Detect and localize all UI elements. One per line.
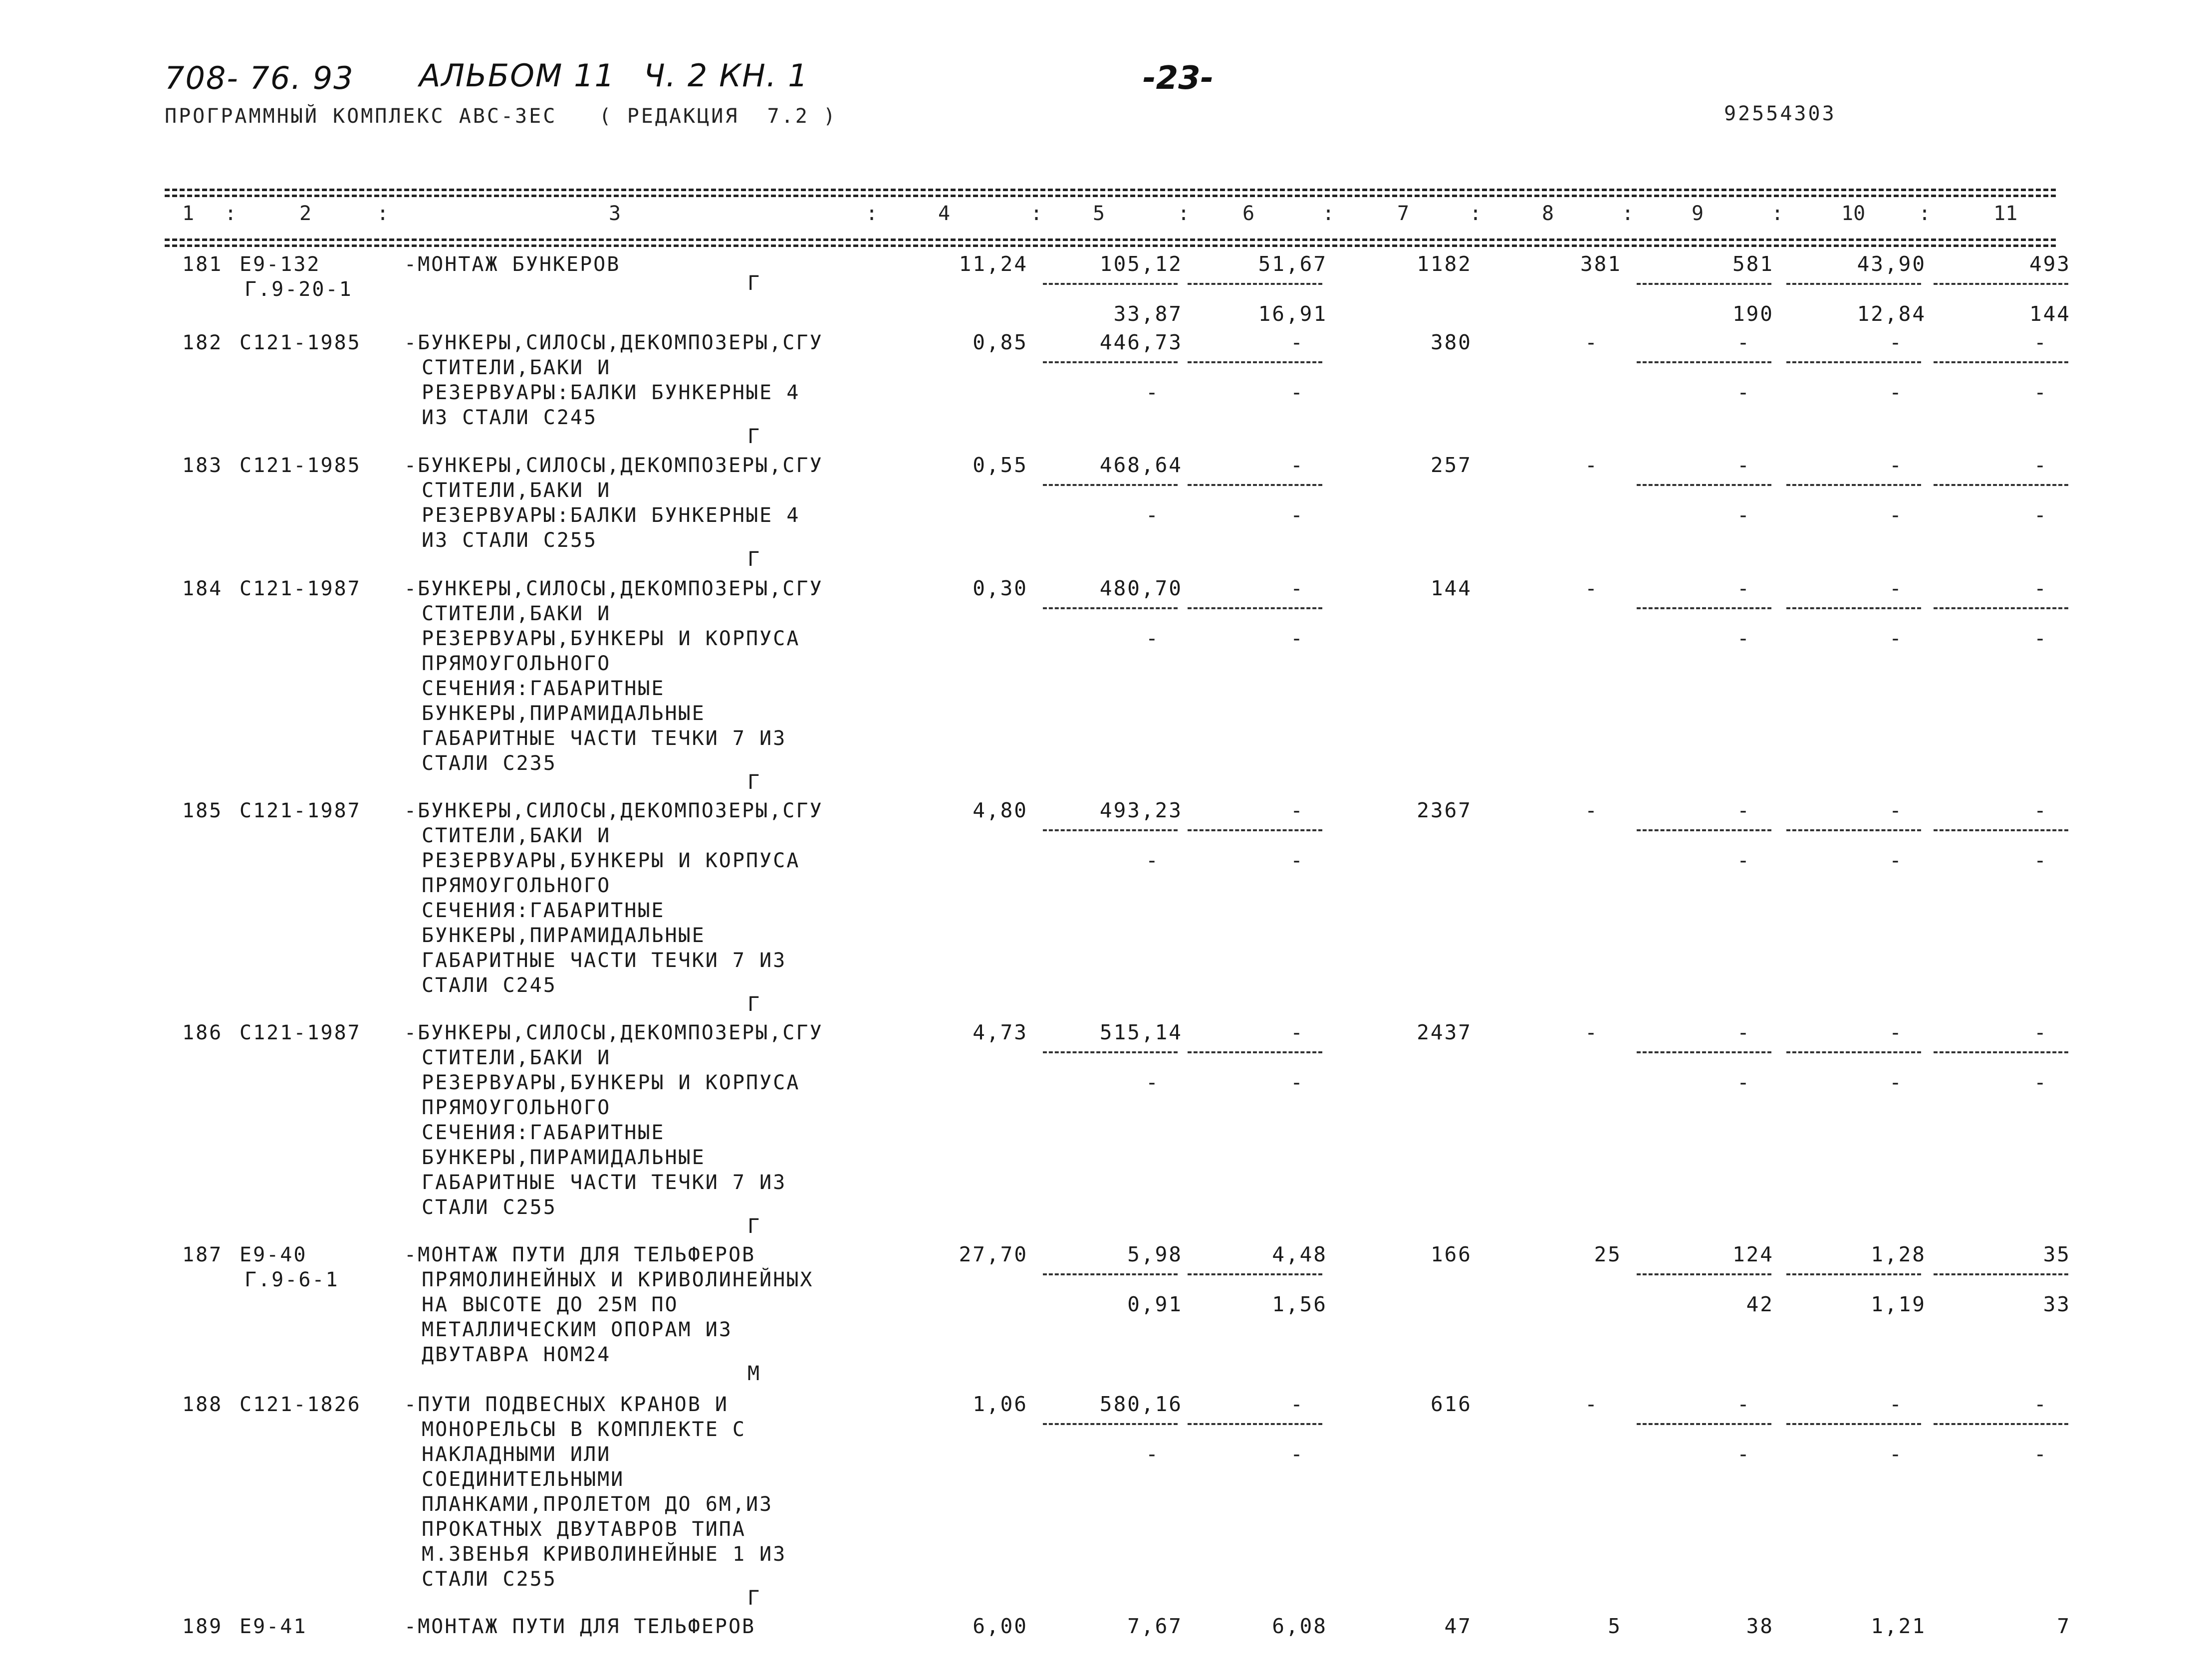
unit-of-measure: Г <box>747 993 760 1016</box>
cell-c7: 2367 <box>1417 798 1472 822</box>
cell-c10: - <box>1889 453 1903 477</box>
fraction-rule <box>1786 607 1921 609</box>
fraction-rule <box>1637 1051 1771 1053</box>
cell-c4: 4,80 <box>973 798 1028 822</box>
cell-c11: - <box>2034 1020 2048 1044</box>
cell-c9: - <box>1737 1020 1751 1044</box>
cell-c10-lower: - <box>1889 848 1903 872</box>
cell-c10-lower: 12,84 <box>1857 302 1926 326</box>
work-description-line: СТАЛИ С245 <box>422 974 557 997</box>
work-description-line: ПРОКАТНЫХ ДВУТАВРОВ ТИПА <box>422 1518 746 1541</box>
work-description-line: РЕЗЕРВУАРЫ,БУНКЕРЫ И КОРПУСА <box>422 849 800 872</box>
cell-c10: - <box>1889 576 1903 600</box>
cell-c7: 616 <box>1430 1392 1472 1416</box>
cell-c8: - <box>1585 1020 1599 1044</box>
cell-c9: 38 <box>1746 1614 1774 1638</box>
rate-code: С121-1985 <box>240 454 361 477</box>
work-description-line: СТИТЕЛИ,БАКИ И <box>422 356 611 379</box>
cell-c6-lower: - <box>1290 626 1304 650</box>
cell-c8: - <box>1585 330 1599 354</box>
work-description-line: ПРЯМОУГОЛЬНОГО <box>422 652 611 675</box>
fraction-rule <box>1786 1423 1921 1425</box>
work-description-line: СЕЧЕНИЯ:ГАБАРИТНЫЕ <box>422 1121 665 1144</box>
fraction-rule <box>1637 829 1771 831</box>
work-description-line: РЕЗЕРВУАРЫ,БУНКЕРЫ И КОРПУСА <box>422 627 800 650</box>
cell-c6: - <box>1290 798 1304 822</box>
work-description-line: РЕЗЕРВУАРЫ:БАЛКИ БУНКЕРНЫЕ 4 <box>422 504 800 527</box>
column-header-3: 3 <box>609 202 621 225</box>
fraction-rule <box>1934 283 2068 285</box>
work-description-line: СТИТЕЛИ,БАКИ И <box>422 479 611 502</box>
work-description-line: -БУНКЕРЫ,СИЛОСЫ,ДЕКОМПОЗЕРЫ,СГУ <box>404 799 823 822</box>
cell-c11: - <box>2034 453 2048 477</box>
cell-c11-lower: 33 <box>2043 1292 2071 1316</box>
handwritten-document-number: 708- 76. 93 <box>165 60 354 96</box>
column-header-11: 11 <box>1993 202 2018 225</box>
fraction-rule <box>1043 361 1178 363</box>
cell-c11: 35 <box>2043 1242 2071 1266</box>
fraction-rule <box>1786 484 1921 486</box>
row-number: 181 <box>182 253 223 276</box>
cell-c10: - <box>1889 330 1903 354</box>
cell-c11: - <box>2034 330 2048 354</box>
work-description-line: -ПУТИ ПОДВЕСНЫХ КРАНОВ И <box>404 1393 729 1416</box>
work-description-line: СОЕДИНИТЕЛЬНЫМИ <box>422 1468 625 1491</box>
column-separator: : <box>377 202 389 225</box>
cell-c7: 380 <box>1430 330 1472 354</box>
cell-c11: - <box>2034 1392 2048 1416</box>
cell-c11-lower: - <box>2034 626 2048 650</box>
cell-c9-lower: - <box>1737 626 1751 650</box>
rate-code: Е9-132 <box>240 253 321 276</box>
cell-c4: 1,06 <box>973 1392 1028 1416</box>
cell-c6-lower: - <box>1290 1070 1304 1094</box>
cell-c6: - <box>1290 576 1304 600</box>
column-header-9: 9 <box>1692 202 1704 225</box>
cell-c6: - <box>1290 1392 1304 1416</box>
handwritten-part-label: Ч. 2 КН. 1 <box>644 57 809 94</box>
cell-c10: - <box>1889 1020 1903 1044</box>
cell-c5: 580,16 <box>1099 1392 1183 1416</box>
rate-code: С121-1985 <box>240 331 361 354</box>
cell-c8: 381 <box>1580 252 1622 276</box>
cell-c5: 446,73 <box>1099 330 1183 354</box>
unit-of-measure: Г <box>747 771 760 794</box>
cell-c5: 515,14 <box>1099 1020 1183 1044</box>
cell-c10-lower: - <box>1889 1442 1903 1466</box>
cell-c10-lower: - <box>1889 380 1903 404</box>
column-header-4: 4 <box>938 202 951 225</box>
rate-code: С121-1987 <box>240 577 361 600</box>
cell-c4: 11,24 <box>959 252 1028 276</box>
cell-c5-lower: - <box>1146 380 1160 404</box>
fraction-rule <box>1043 1423 1178 1425</box>
column-separator: : <box>1030 202 1043 225</box>
cell-c5-lower: 0,91 <box>1127 1292 1183 1316</box>
cell-c5: 7,67 <box>1127 1614 1183 1638</box>
cell-c10: - <box>1889 798 1903 822</box>
row-number: 185 <box>182 799 223 822</box>
cell-c6-lower: - <box>1290 503 1304 527</box>
fraction-rule <box>1786 361 1921 363</box>
row-number: 189 <box>182 1615 223 1638</box>
fraction-rule <box>1637 1273 1771 1275</box>
fraction-rule <box>1786 1273 1921 1275</box>
fraction-rule <box>1188 283 1322 285</box>
work-description-line: М.ЗВЕНЬЯ КРИВОЛИНЕЙНЫЕ 1 ИЗ <box>422 1543 787 1566</box>
rate-code: С121-1826 <box>240 1393 361 1416</box>
cell-c4: 6,00 <box>973 1614 1028 1638</box>
fraction-rule <box>1934 1423 2068 1425</box>
fraction-rule <box>1043 484 1178 486</box>
column-separator: : <box>866 202 878 225</box>
work-description-line: РЕЗЕРВУАРЫ:БАЛКИ БУНКЕРНЫЕ 4 <box>422 381 800 404</box>
cell-c5: 105,12 <box>1099 252 1183 276</box>
cell-c9: - <box>1737 798 1751 822</box>
cell-c7: 257 <box>1430 453 1472 477</box>
cell-c8: - <box>1585 798 1599 822</box>
cell-c11-lower: - <box>2034 503 2048 527</box>
cell-c9: - <box>1737 1392 1751 1416</box>
fraction-rule <box>1188 361 1322 363</box>
unit-of-measure: М <box>747 1362 760 1385</box>
cell-c6-lower: 16,91 <box>1258 302 1327 326</box>
cell-c5-lower: 33,87 <box>1113 302 1183 326</box>
cell-c7: 2437 <box>1417 1020 1472 1044</box>
unit-of-measure: Г <box>747 272 760 295</box>
cell-c9-lower: - <box>1737 1070 1751 1094</box>
fraction-rule <box>1188 1423 1322 1425</box>
work-description-line: ИЗ СТАЛИ С255 <box>422 529 598 552</box>
cell-c7: 144 <box>1430 576 1472 600</box>
cell-c11: 493 <box>2029 252 2071 276</box>
cell-c6: 4,48 <box>1272 1242 1327 1266</box>
cell-c11-lower: - <box>2034 1070 2048 1094</box>
cell-c5-lower: - <box>1146 503 1160 527</box>
work-description-line: -МОНТАЖ ПУТИ ДЛЯ ТЕЛЬФЕРОВ <box>404 1615 756 1638</box>
fraction-rule <box>1043 829 1178 831</box>
cell-c8: 25 <box>1594 1242 1622 1266</box>
cell-c7: 47 <box>1444 1614 1472 1638</box>
fraction-rule <box>1934 1051 2068 1053</box>
fraction-rule <box>1188 1051 1322 1053</box>
cell-c6: - <box>1290 330 1304 354</box>
cell-c10: 1,28 <box>1871 1242 1926 1266</box>
work-description-line: ПРЯМОЛИНЕЙНЫХ И КРИВОЛИНЕЙНЫХ <box>422 1268 814 1291</box>
cell-c11-lower: 144 <box>2029 302 2071 326</box>
cell-c6-lower: - <box>1290 1442 1304 1466</box>
cell-c9-lower: - <box>1737 848 1751 872</box>
column-header-8: 8 <box>1542 202 1554 225</box>
cell-c11-lower: - <box>2034 380 2048 404</box>
cell-c10: 43,90 <box>1857 252 1926 276</box>
cell-c9-lower: - <box>1737 1442 1751 1466</box>
work-description-line: СТИТЕЛИ,БАКИ И <box>422 602 611 625</box>
column-separator: : <box>1622 202 1634 225</box>
fraction-rule <box>1934 484 2068 486</box>
cell-c9-lower: 42 <box>1746 1292 1774 1316</box>
fraction-rule <box>1043 1273 1178 1275</box>
work-description-line: ГАБАРИТНЫЕ ЧАСТИ ТЕЧКИ 7 ИЗ <box>422 727 787 750</box>
row-number: 184 <box>182 577 223 600</box>
fraction-rule <box>1934 829 2068 831</box>
header-bottom-rule <box>165 239 2056 241</box>
row-number: 182 <box>182 331 223 354</box>
column-header-5: 5 <box>1093 202 1105 225</box>
fraction-rule <box>1043 607 1178 609</box>
rate-code: Е9-40 <box>240 1243 307 1266</box>
cell-c9: 581 <box>1732 252 1774 276</box>
cell-c4: 27,70 <box>959 1242 1028 1266</box>
cell-c5: 5,98 <box>1127 1242 1183 1266</box>
work-description-line: СТАЛИ С235 <box>422 752 557 775</box>
work-description-line: ПРЯМОУГОЛЬНОГО <box>422 874 611 897</box>
work-description-line: СТИТЕЛИ,БАКИ И <box>422 824 611 847</box>
cell-c5-lower: - <box>1146 1070 1160 1094</box>
work-description-line: СТАЛИ С255 <box>422 1196 557 1219</box>
cell-c6: - <box>1290 1020 1304 1044</box>
cell-c10-lower: - <box>1889 503 1903 527</box>
cell-c6-lower: 1,56 <box>1272 1292 1327 1316</box>
fraction-rule <box>1637 607 1771 609</box>
column-header-7: 7 <box>1397 202 1410 225</box>
cell-c6: - <box>1290 453 1304 477</box>
cell-c8: - <box>1585 1392 1599 1416</box>
column-separator: : <box>1919 202 1931 225</box>
work-description-line: -БУНКЕРЫ,СИЛОСЫ,ДЕКОМПОЗЕРЫ,СГУ <box>404 577 823 600</box>
fraction-rule <box>1786 1051 1921 1053</box>
cell-c4: 4,73 <box>973 1020 1028 1044</box>
work-description-line: МОНОРЕЛЬСЫ В КОМПЛЕКТЕ С <box>422 1418 746 1441</box>
row-number: 188 <box>182 1393 223 1416</box>
cell-c5-lower: - <box>1146 848 1160 872</box>
column-header-6: 6 <box>1242 202 1255 225</box>
work-description-line: НАКЛАДНЫМИ ИЛИ <box>422 1443 611 1466</box>
column-header-2: 2 <box>299 202 312 225</box>
cell-c9: - <box>1737 576 1751 600</box>
column-separator: : <box>1771 202 1784 225</box>
work-description-line: РЕЗЕРВУАРЫ,БУНКЕРЫ И КОРПУСА <box>422 1071 800 1094</box>
work-description-line: ГАБАРИТНЫЕ ЧАСТИ ТЕЧКИ 7 ИЗ <box>422 1171 787 1194</box>
work-description-line: ПРЯМОУГОЛЬНОГО <box>422 1096 611 1119</box>
header-bottom-rule-2 <box>165 244 2056 247</box>
rate-code: С121-1987 <box>240 1021 361 1044</box>
cell-c5: 468,64 <box>1099 453 1183 477</box>
column-separator: : <box>1178 202 1190 225</box>
unit-of-measure: Г <box>747 1587 760 1610</box>
work-description-line: СТИТЕЛИ,БАКИ И <box>422 1046 611 1069</box>
work-description-line: СЕЧЕНИЯ:ГАБАРИТНЫЕ <box>422 899 665 922</box>
fraction-rule <box>1934 1273 2068 1275</box>
fraction-rule <box>1188 607 1322 609</box>
rate-code-secondary: Г.9-20-1 <box>245 278 353 301</box>
cell-c7: 166 <box>1430 1242 1472 1266</box>
program-line: ПРОГРАММНЫЙ КОМПЛЕКС АВС-ЗЕС ( РЕДАКЦИЯ 7.2 ) <box>165 105 837 128</box>
fraction-rule <box>1786 829 1921 831</box>
fraction-rule <box>1637 361 1771 363</box>
cell-c5: 493,23 <box>1099 798 1183 822</box>
fraction-rule <box>1786 283 1921 285</box>
table-top-rule-2 <box>165 195 2056 197</box>
fraction-rule <box>1934 361 2068 363</box>
cell-c4: 0,30 <box>973 576 1028 600</box>
work-description-line: -МОНТАЖ ПУТИ ДЛЯ ТЕЛЬФЕРОВ <box>404 1243 756 1266</box>
work-description-line: СТАЛИ С255 <box>422 1568 557 1591</box>
rate-code: Е9-41 <box>240 1615 307 1638</box>
work-description-line: -БУНКЕРЫ,СИЛОСЫ,ДЕКОМПОЗЕРЫ,СГУ <box>404 1021 823 1044</box>
page-number: -23- <box>1143 60 1214 97</box>
cell-c11: - <box>2034 576 2048 600</box>
cell-c9-lower: 190 <box>1732 302 1774 326</box>
fraction-rule <box>1188 1273 1322 1275</box>
cell-c5: 480,70 <box>1099 576 1183 600</box>
cell-c8: - <box>1585 576 1599 600</box>
cell-c5-lower: - <box>1146 626 1160 650</box>
cell-c7: 1182 <box>1417 252 1472 276</box>
cell-c10: 1,21 <box>1871 1614 1926 1638</box>
column-header-1: 1 <box>182 202 195 225</box>
column-separator: : <box>1470 202 1482 225</box>
cell-c6-lower: - <box>1290 380 1304 404</box>
cell-c11-lower: - <box>2034 848 2048 872</box>
fraction-rule <box>1637 484 1771 486</box>
work-description-line: ИЗ СТАЛИ С245 <box>422 406 598 429</box>
row-number: 187 <box>182 1243 223 1266</box>
work-description-line: МЕТАЛЛИЧЕСКИМ ОПОРАМ ИЗ <box>422 1318 733 1341</box>
cell-c4: 0,55 <box>973 453 1028 477</box>
fraction-rule <box>1043 283 1178 285</box>
table-top-rule <box>165 189 2056 191</box>
cell-c9: 124 <box>1732 1242 1774 1266</box>
cell-c9-lower: - <box>1737 503 1751 527</box>
row-number: 183 <box>182 454 223 477</box>
fraction-rule <box>1637 1423 1771 1425</box>
work-description-line: -БУНКЕРЫ,СИЛОСЫ,ДЕКОМПОЗЕРЫ,СГУ <box>404 454 823 477</box>
work-description-line: ПЛАНКАМИ,ПРОЛЕТОМ ДО 6М,ИЗ <box>422 1493 773 1516</box>
cell-c9: - <box>1737 453 1751 477</box>
cell-c6-lower: - <box>1290 848 1304 872</box>
fraction-rule <box>1188 829 1322 831</box>
cell-c10-lower: 1,19 <box>1871 1292 1926 1316</box>
cell-c11: 7 <box>2057 1614 2071 1638</box>
unit-of-measure: Г <box>747 1215 760 1238</box>
fraction-rule <box>1637 283 1771 285</box>
work-description-line: БУНКЕРЫ,ПИРАМИДАЛЬНЫЕ <box>422 1146 706 1169</box>
fraction-rule <box>1934 607 2068 609</box>
column-header-10: 10 <box>1841 202 1866 225</box>
fraction-rule <box>1188 484 1322 486</box>
work-description-line: ДВУТАВРА НОМ24 <box>422 1343 611 1366</box>
document-code: 92554303 <box>1724 102 1836 125</box>
cell-c9-lower: - <box>1737 380 1751 404</box>
cell-c6: 6,08 <box>1272 1614 1327 1638</box>
handwritten-album-label: АЛЬБОМ 11 <box>419 57 615 94</box>
unit-of-measure: Г <box>747 548 760 571</box>
row-number: 186 <box>182 1021 223 1044</box>
cell-c11-lower: - <box>2034 1442 2048 1466</box>
cell-c4: 0,85 <box>973 330 1028 354</box>
cell-c9: - <box>1737 330 1751 354</box>
column-separator: : <box>1322 202 1335 225</box>
unit-of-measure: Г <box>747 425 760 448</box>
cell-c6: 51,67 <box>1258 252 1327 276</box>
rate-code-secondary: Г.9-6-1 <box>245 1268 339 1291</box>
work-description-line: ГАБАРИТНЫЕ ЧАСТИ ТЕЧКИ 7 ИЗ <box>422 949 787 972</box>
rate-code: С121-1987 <box>240 799 361 822</box>
cell-c5-lower: - <box>1146 1442 1160 1466</box>
cell-c11: - <box>2034 798 2048 822</box>
cell-c8: 5 <box>1608 1614 1622 1638</box>
work-description-line: НА ВЫСОТЕ ДО 25М ПО <box>422 1293 679 1316</box>
work-description-line: БУНКЕРЫ,ПИРАМИДАЛЬНЫЕ <box>422 924 706 947</box>
cell-c10: - <box>1889 1392 1903 1416</box>
column-separator: : <box>225 202 237 225</box>
cell-c10-lower: - <box>1889 1070 1903 1094</box>
work-description-line: -МОНТАЖ БУНКЕРОВ <box>404 253 621 276</box>
work-description-line: БУНКЕРЫ,ПИРАМИДАЛЬНЫЕ <box>422 702 706 725</box>
fraction-rule <box>1043 1051 1178 1053</box>
cell-c8: - <box>1585 453 1599 477</box>
work-description-line: СЕЧЕНИЯ:ГАБАРИТНЫЕ <box>422 677 665 700</box>
cell-c10-lower: - <box>1889 626 1903 650</box>
work-description-line: -БУНКЕРЫ,СИЛОСЫ,ДЕКОМПОЗЕРЫ,СГУ <box>404 331 823 354</box>
